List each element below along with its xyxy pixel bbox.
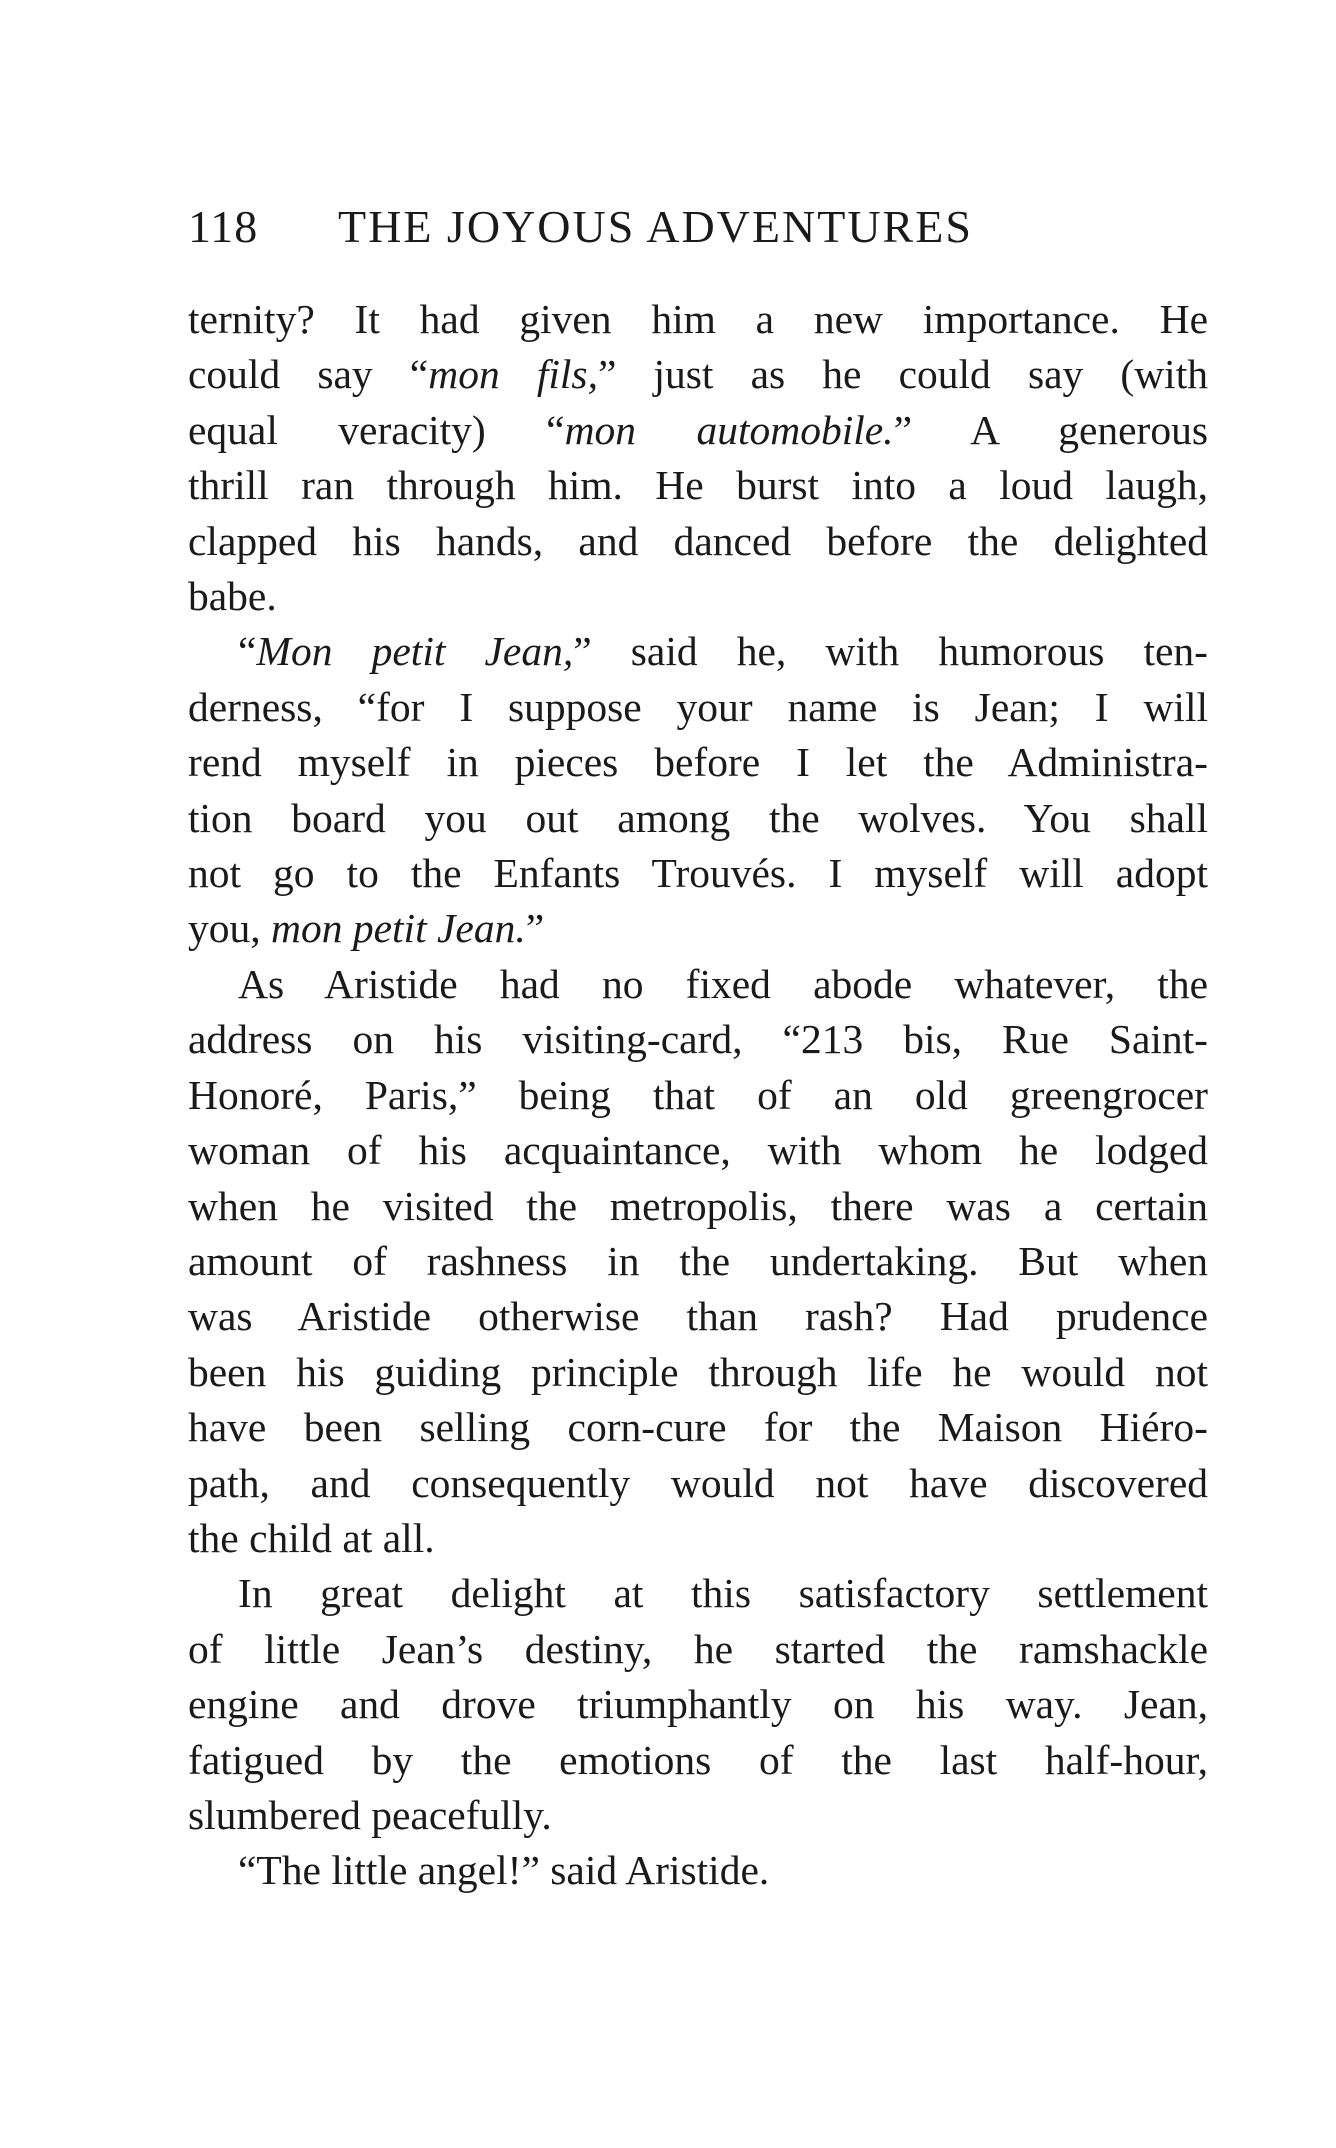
text-line: derness, “for I suppose your name is Jean; I will bbox=[188, 683, 1208, 730]
page-number: 118 bbox=[188, 201, 259, 252]
text-line: Honoré, Paris,” being that of an old greengrocer bbox=[188, 1071, 1208, 1118]
paragraph bbox=[188, 1843, 1208, 1898]
paragraph bbox=[188, 292, 1208, 624]
text-line: you, mon petit Jean.” bbox=[188, 905, 545, 952]
running-title: THE JOYOUS ADVENTURES bbox=[338, 201, 973, 252]
paragraph bbox=[188, 957, 1208, 1566]
text-line: equal veracity) “mon automobile.” A generous bbox=[188, 406, 1209, 453]
text-line: was Aristide otherwise than rash? Had prudence bbox=[188, 1293, 1208, 1340]
text-line: been his guiding principle through life he would not bbox=[188, 1348, 1208, 1395]
text-line: path, and consequently would not have discovered bbox=[188, 1459, 1208, 1506]
text-line: In great delight at this satisfactory settlement bbox=[238, 1570, 1208, 1617]
text-line: rend myself in pieces before I let the Administra- bbox=[188, 739, 1208, 786]
text-line: amount of rashness in the undertaking. But when bbox=[188, 1237, 1208, 1284]
text-line: address on his visiting-card, “213 bis, Rue Saint- bbox=[188, 1016, 1208, 1063]
text-line: thrill ran through him. He burst into a loud laugh, bbox=[188, 462, 1208, 509]
text-line: ternity? It had given him a new importance. He bbox=[188, 296, 1208, 342]
text-line: As Aristide had no fixed abode whatever, the bbox=[238, 960, 1208, 1007]
paragraph bbox=[188, 624, 1208, 956]
text-line: woman of his acquaintance, with whom he lodged bbox=[188, 1127, 1208, 1174]
text-line: the child at all. bbox=[188, 1514, 435, 1561]
text-line: slumbered peacefully. bbox=[188, 1791, 552, 1838]
text-line: tion board you out among the wolves. You shall bbox=[188, 794, 1208, 841]
text-line: “The little angel!” said Aristide. bbox=[238, 1847, 770, 1894]
text-line: when he visited the metropolis, there was a certain bbox=[188, 1182, 1208, 1229]
body-text bbox=[188, 292, 1208, 1899]
page-header bbox=[188, 200, 1208, 270]
text-line: “Mon petit Jean,” said he, with humorous ten- bbox=[238, 628, 1208, 675]
text-line: not go to the Enfants Trouvés. I myself will adopt bbox=[188, 850, 1208, 897]
text-line: babe. bbox=[188, 573, 277, 620]
text-line: fatigued by the emotions of the last half-hour, bbox=[188, 1736, 1208, 1783]
text-line: have been selling corn-cure for the Maison Hiéro- bbox=[188, 1404, 1208, 1451]
text-line: could say “mon fils,” just as he could say (with bbox=[188, 351, 1208, 398]
paragraph bbox=[188, 1566, 1208, 1843]
text-line: clapped his hands, and danced before the delighted bbox=[188, 517, 1208, 564]
text-line: engine and drove triumphantly on his way. Jean, bbox=[188, 1681, 1208, 1728]
text-line: of little Jean’s destiny, he started the ramshackle bbox=[188, 1625, 1208, 1672]
